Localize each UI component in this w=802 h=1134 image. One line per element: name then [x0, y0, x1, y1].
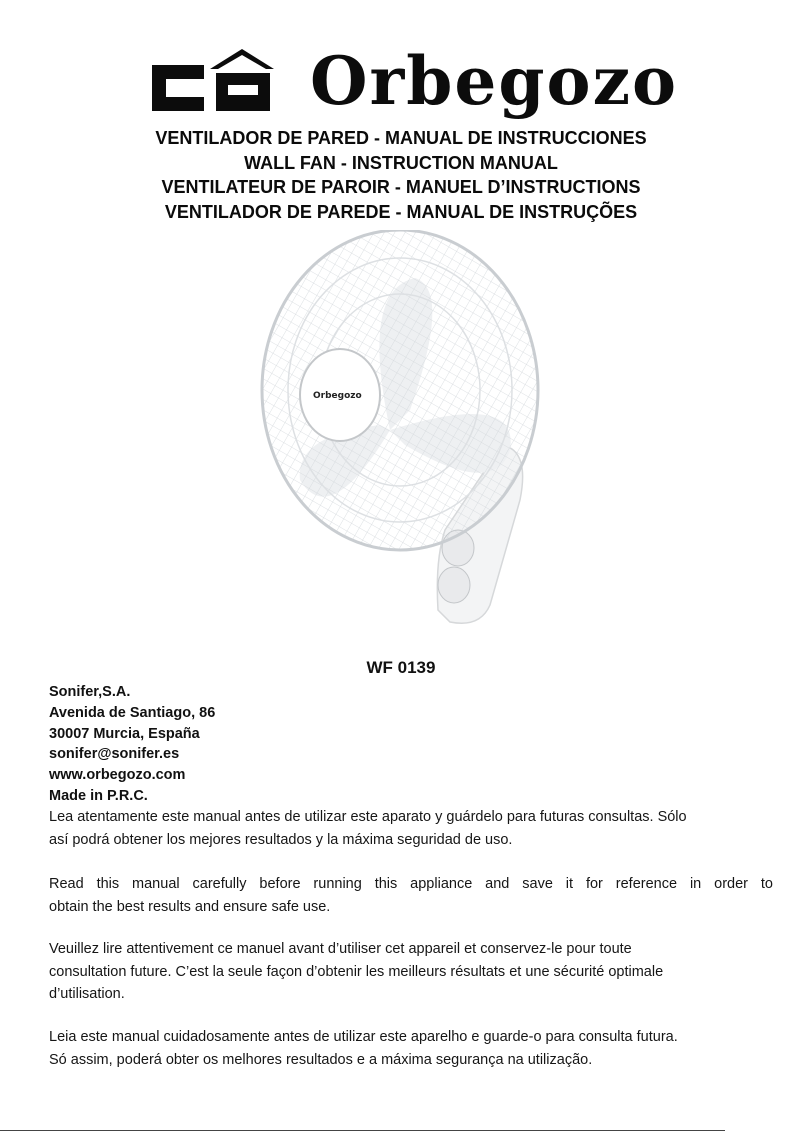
- title-en: WALL FAN - INSTRUCTION MANUAL: [244, 152, 558, 173]
- paragraph-line: así podrá obtener los mejores resultados y la máxima seguridad de uso.: [49, 831, 513, 848]
- email: sonifer@sonifer.es: [49, 746, 180, 763]
- brand-wordmark: Orbegozo: [310, 42, 679, 120]
- paragraph-line: Só assim, poderá obter os melhores resultados e a máxima segurança na utilização.: [49, 1051, 593, 1068]
- paragraph-line: Veuillez lire attentivement ce manuel avant d’utiliser cet appareil et conservez-le pour toute: [49, 941, 632, 957]
- paragraph-line: d’utilisation.: [49, 986, 125, 1002]
- model-number: WF 0139: [366, 658, 436, 677]
- fan-badge-brand: Orbegozo: [313, 391, 362, 401]
- brand-logo: [150, 42, 679, 120]
- paragraph-line: consultation future. C’est la seule façon d’obtenir les meilleurs résultats et une sécurité optimale: [49, 963, 664, 980]
- paragraph-en: [49, 873, 773, 918]
- paragraph-line: Leia este manual cuidadosamente antes de utilizar este aparelho e guarde-o para consulta futura.: [49, 1029, 678, 1045]
- page-bottom-divider: [0, 1130, 725, 1131]
- title-es: VENTILADOR DE PARED - MANUAL DE INSTRUCCIONES: [155, 128, 647, 148]
- paragraph-pt: [49, 1026, 773, 1071]
- paragraph-es: [49, 806, 773, 851]
- manual-titles: [0, 126, 802, 224]
- made-in: Made in P.R.C.: [49, 787, 148, 804]
- company-name: Sonifer,S.A.: [49, 684, 131, 700]
- paragraph-line: obtain the best results and ensure safe use.: [49, 898, 331, 915]
- paragraph-line: Lea atentamente este manual antes de utilizar este aparato y guárdelo para futuras consultas. Sólo: [49, 809, 687, 825]
- title-pt: VENTILADOR DE PAREDE - MANUAL DE INSTRUÇÕES: [164, 201, 638, 222]
- paragraph-line: Read this manual carefully before running this appliance and save it for reference in order to: [49, 876, 773, 892]
- company-address: [49, 682, 215, 807]
- paragraph-fr: [49, 938, 773, 1006]
- city: 30007 Murcia, España: [49, 725, 200, 742]
- street: Avenida de Santiago, 86: [49, 704, 216, 721]
- title-fr: VENTILATEUR DE PAROIR - MANUEL D’INSTRUCTIONS: [161, 177, 641, 197]
- house-logo-icon: [150, 45, 300, 117]
- website: www.orbegozo.com: [49, 767, 186, 784]
- wall-fan-image: [240, 230, 560, 630]
